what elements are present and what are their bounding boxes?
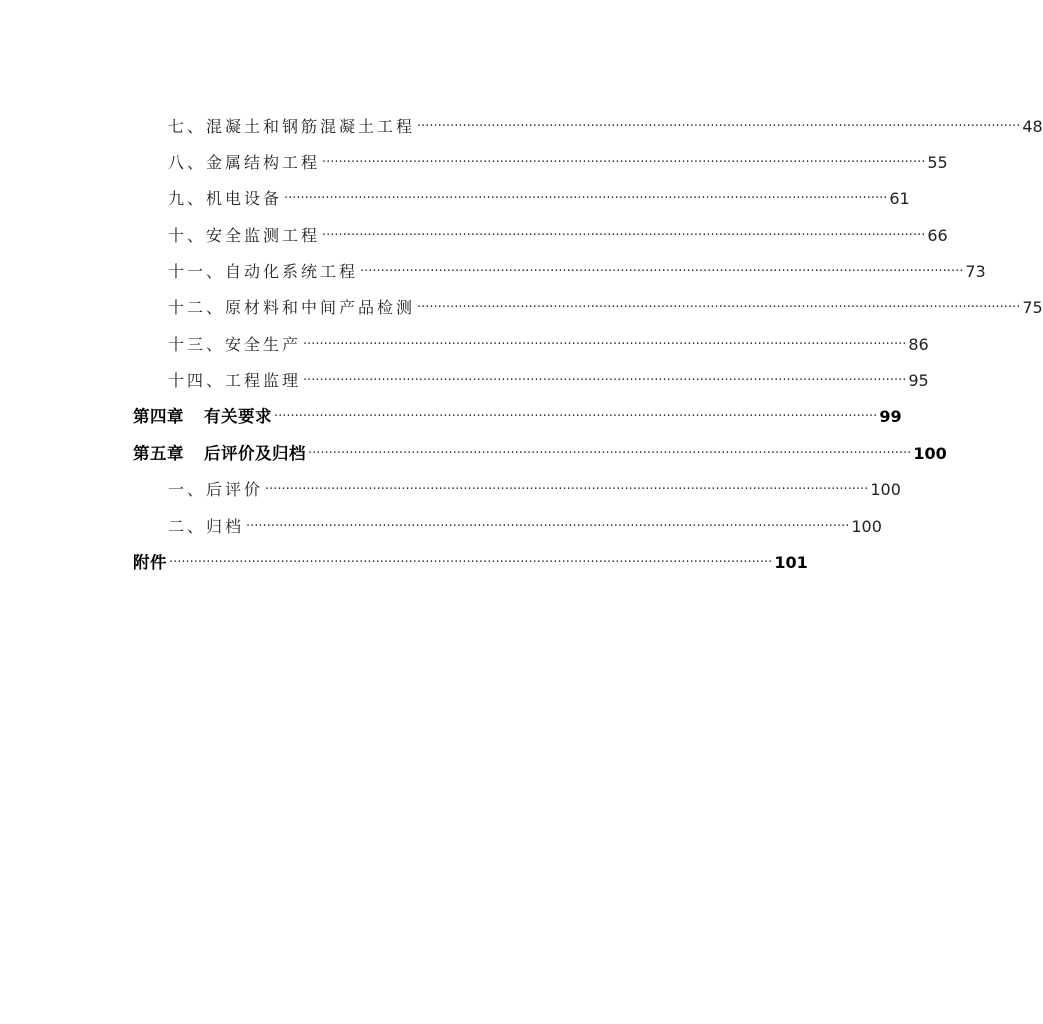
toc-dot-leader: .................................................................................................................................................. bbox=[308, 442, 912, 457]
toc-page-number: 100 bbox=[913, 444, 947, 463]
toc-entry-title bbox=[133, 403, 272, 431]
toc-entry-title: 二、归档 bbox=[168, 517, 245, 536]
toc-dot-leader: .................................................................................................................................................. bbox=[303, 333, 907, 348]
toc-dot-leader: .................................................................................................................................................. bbox=[274, 405, 878, 420]
toc-dot-leader: .................................................................................................................................................. bbox=[417, 296, 1021, 311]
toc-chapter-entry[interactable] bbox=[0, 403, 902, 431]
toc-page-number: 66 bbox=[927, 226, 948, 245]
toc-dot-leader: .................................................................................................................................................. bbox=[246, 515, 850, 530]
toc-entry[interactable] bbox=[0, 258, 986, 286]
toc-dot-leader: .................................................................................................................................................. bbox=[169, 551, 773, 566]
toc-page-number: 61 bbox=[889, 189, 910, 208]
toc-entry-title: 八、金属结构工程 bbox=[168, 153, 321, 172]
toc-entry-title: 七、混凝土和钢筋混凝土工程 bbox=[168, 117, 416, 136]
toc-entry-title: 十、安全监测工程 bbox=[168, 226, 321, 245]
toc-dot-leader: .................................................................................................................................................. bbox=[322, 224, 926, 239]
toc-entry[interactable] bbox=[0, 149, 948, 177]
toc-entry-title: 一、后评价 bbox=[168, 480, 264, 499]
toc-dot-leader: .................................................................................................................................................. bbox=[360, 260, 964, 275]
toc-entry[interactable] bbox=[0, 367, 929, 395]
toc-page-number: 100 bbox=[870, 480, 901, 499]
toc-chapter-number: 第四章 bbox=[133, 407, 184, 426]
toc-dot-leader: .................................................................................................................................................. bbox=[303, 369, 907, 384]
toc-appendix-entry[interactable] bbox=[0, 549, 808, 577]
toc-entry[interactable] bbox=[0, 331, 929, 359]
toc-chapter-title: 有关要求 bbox=[204, 407, 272, 426]
toc-entry-title: 十二、原材料和中间产品检测 bbox=[168, 298, 416, 317]
toc-dot-leader: .................................................................................................................................................. bbox=[265, 478, 869, 493]
toc-entry-title: 十一、自动化系统工程 bbox=[168, 262, 359, 281]
toc-page-number: 86 bbox=[908, 335, 929, 354]
toc-entry-title: 九、机电设备 bbox=[168, 189, 283, 208]
toc-page-number: 75 bbox=[1022, 298, 1043, 317]
toc-entry[interactable] bbox=[0, 185, 910, 213]
toc-chapter-title: 后评价及归档 bbox=[204, 444, 306, 463]
toc-dot-leader: .................................................................................................................................................. bbox=[417, 115, 1021, 130]
toc-chapter-number: 第五章 bbox=[133, 444, 184, 463]
toc-page-number: 100 bbox=[851, 517, 882, 536]
toc-page-number: 48 bbox=[1022, 117, 1043, 136]
toc-entry-title: 十四、工程监理 bbox=[168, 371, 302, 390]
toc-page-number: 99 bbox=[879, 407, 902, 426]
toc-entry[interactable] bbox=[0, 513, 882, 541]
toc-entry-title: 十三、安全生产 bbox=[168, 335, 302, 354]
toc-page-number: 73 bbox=[965, 262, 986, 281]
toc-page-number: 55 bbox=[927, 153, 948, 172]
toc-entry[interactable] bbox=[0, 113, 1043, 141]
toc-dot-leader: .................................................................................................................................................. bbox=[284, 187, 888, 202]
toc-dot-leader: .................................................................................................................................................. bbox=[322, 151, 926, 166]
toc-entry-title: 附件 bbox=[133, 553, 167, 572]
toc-entry[interactable] bbox=[0, 294, 1043, 322]
toc-chapter-entry[interactable] bbox=[0, 440, 947, 468]
toc-page-number: 95 bbox=[908, 371, 929, 390]
toc-entry[interactable] bbox=[0, 476, 901, 504]
toc-entry-title bbox=[133, 440, 306, 468]
toc-entry[interactable] bbox=[0, 222, 948, 250]
toc-page-number: 101 bbox=[774, 553, 808, 572]
